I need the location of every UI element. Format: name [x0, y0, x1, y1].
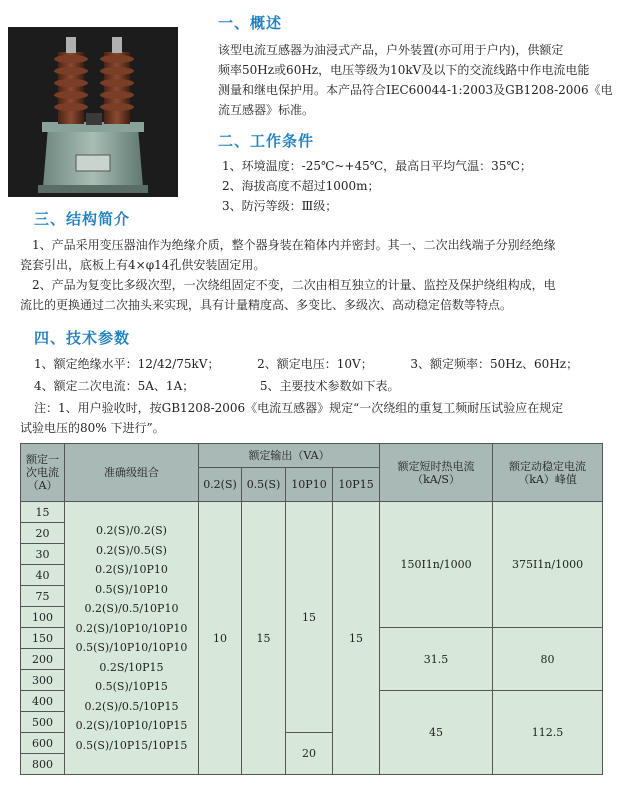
overview-heading: 一、概述 [218, 14, 283, 32]
combo-item: 0.5(S)/10P15/10P15 [75, 738, 188, 752]
structure-line: 2、产品为复变比多级次型，一次绕组固定不变，二次由相互独立的计量、监控及保护绕组构成，电 [32, 278, 556, 292]
conditions-list [222, 156, 612, 216]
param-voltage: 2、额定电压：10V； [257, 357, 373, 371]
amp-cell: 600 [21, 733, 65, 754]
tech-params-line1 [34, 354, 578, 374]
header-primary-current: 额定一次电流（A） [21, 444, 65, 502]
header-output-02s: 0.2(S) [199, 468, 242, 502]
amp-cell: 100 [21, 607, 65, 628]
overview-line: 频率50Hz或60Hz，电压等级为10kV及以下的交流线路中作电流电能 [218, 63, 590, 77]
spec-table [20, 443, 603, 775]
combo-item: 0.2(S)/10P10/10P10 [75, 621, 188, 635]
amp-cell: 150 [21, 628, 65, 649]
header-thermal-current: 额定短时热电流（kA/S） [380, 444, 493, 502]
overview-text [218, 40, 612, 120]
combo-item: 0.2S/10P15 [99, 660, 164, 674]
output-10p10-value: 15 [286, 502, 333, 733]
combo-item: 0.2(S)/0.5/10P10 [84, 602, 179, 615]
amp-cell: 75 [21, 586, 65, 607]
dynamic-group-2: 80 [493, 628, 603, 691]
tech-heading: 四、技术参数 [34, 329, 131, 347]
combo-item: 0.5(S)/10P10/10P10 [75, 641, 188, 654]
amp-cell: 800 [21, 754, 65, 775]
tech-note-line: 注：1、用户验收时，按GB1208-2006《电流互感器》规定“一次绕组的重复工频耐压试验应在规定 [34, 401, 564, 415]
combo-item: 0.2(S)/0.2(S) [96, 524, 167, 537]
param-secondary-current: 4、额定二次电流：5A、1A； [34, 379, 195, 393]
header-output-05s: 0.5(S) [242, 468, 286, 502]
structure-heading: 三、结构简介 [34, 210, 131, 228]
amp-cell: 30 [21, 544, 65, 565]
amp-cell: 20 [21, 523, 65, 544]
dynamic-group-3: 112.5 [493, 691, 603, 775]
overview-line: 该型电流互感器为油浸式产品，户外装置(亦可用于户内)，供额定 [218, 43, 564, 57]
dynamic-group-1: 375I1n/1000 [493, 502, 603, 628]
tech-note-line: 试验电压的80% 下进行”。 [20, 421, 165, 435]
structure-line: 瓷套引出，底板上有4×φ14孔供安装固定用。 [20, 258, 266, 272]
amp-cell: 40 [21, 565, 65, 586]
thermal-group-1: 150I1n/1000 [380, 502, 493, 628]
thermal-group-2: 31.5 [380, 628, 493, 691]
structure-text [20, 235, 614, 315]
conditions-item: 2、海拔高度不超过1000m； [222, 179, 380, 193]
combo-item: 0.5(S)/10P15 [95, 680, 168, 693]
overview-line: 流互感器》标准。 [218, 103, 315, 117]
param-frequency: 3、额定频率：50Hz、60Hz； [410, 357, 579, 371]
amp-cell: 500 [21, 712, 65, 733]
structure-line: 1、产品采用变压器油作为绝缘介质，整个器身装在箱体内并密封。其一、二次出线端子分别经绝缘 [32, 238, 556, 252]
accuracy-combos [65, 502, 199, 775]
tech-note [20, 398, 614, 438]
header-accuracy: 准确级组合 [65, 444, 199, 502]
amp-cell: 15 [21, 502, 65, 523]
output-10p15-value: 15 [333, 502, 380, 775]
combo-item: 0.2(S)/0.5/10P15 [84, 699, 179, 713]
overview-line: 测量和继电保护用。本产品符合IEC60044-1:2003及GB1208-2006《电 [218, 83, 613, 97]
combo-item: 0.5(S)/10P10 [95, 582, 168, 596]
param-table-note: 5、主要技术参数如下表。 [259, 379, 400, 393]
tech-params-line2 [34, 376, 400, 396]
conditions-item: 3、防污等级：Ⅲ级； [222, 199, 338, 213]
header-rated-output: 额定输出（VA） [199, 444, 380, 468]
thermal-group-3: 45 [380, 691, 493, 775]
conditions-heading: 二、工作条件 [218, 132, 315, 150]
combo-item: 0.2(S)/10P10 [95, 563, 168, 576]
output-02s-value: 10 [199, 502, 242, 775]
conditions-item: 1、环境温度：-25℃~+45℃，最高日平均气温：35℃； [222, 159, 532, 173]
structure-line: 流比的更换通过二次抽头来实现，具有计量精度高、多变比、多级次、高动稳定倍数等特点。 [20, 298, 513, 312]
transformer-illustration [8, 27, 178, 197]
product-photo [8, 27, 178, 197]
output-10p10-last-value: 20 [286, 733, 333, 775]
amp-cell: 400 [21, 691, 65, 712]
amp-cell: 300 [21, 670, 65, 691]
header-output-10p15: 10P15 [333, 468, 380, 502]
output-05s-value: 15 [242, 502, 286, 775]
amp-cell: 200 [21, 649, 65, 670]
combo-item: 0.2(S)/10P10/10P15 [75, 719, 188, 732]
header-dynamic-current: 额定动稳定电流（kA）峰值 [493, 444, 603, 502]
combo-item: 0.2(S)/0.5(S) [96, 543, 167, 557]
param-insulation: 1、额定绝缘水平：12/42/75kV； [34, 357, 220, 371]
header-output-10p10: 10P10 [286, 468, 333, 502]
